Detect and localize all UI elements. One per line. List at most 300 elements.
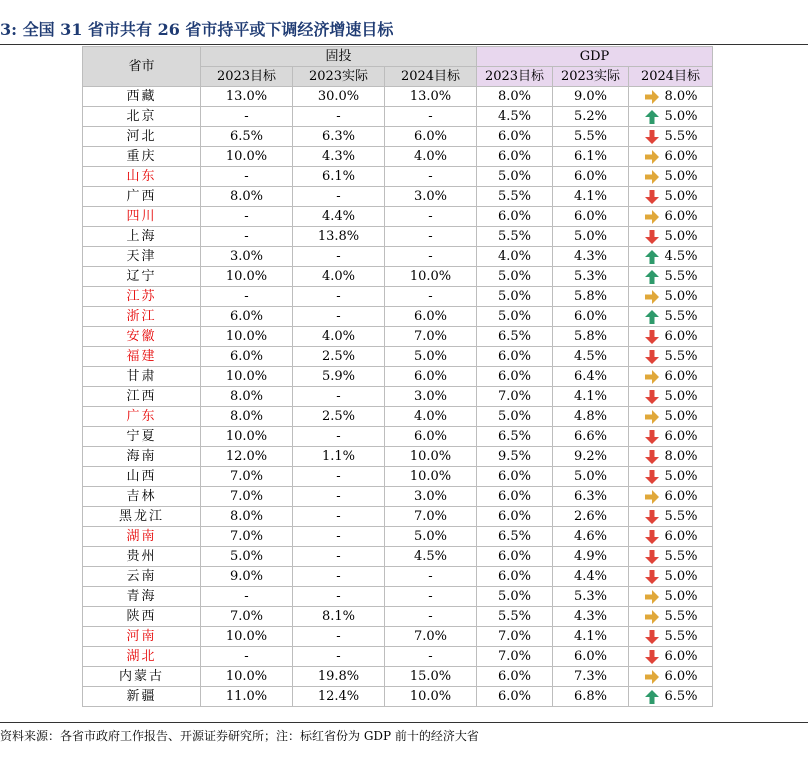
- inv-2023-actual-cell: 4.0%: [293, 327, 385, 347]
- province-cell: 广西: [83, 187, 201, 207]
- trend-flat-arrow-icon: [644, 169, 660, 185]
- gdp-2024-target-cell: [629, 627, 713, 647]
- province-cell: 辽宁: [83, 267, 201, 287]
- province-cell: 青海: [83, 587, 201, 607]
- gdp-2023-actual-cell: 6.3%: [553, 487, 629, 507]
- gdp-2023-actual-cell: 4.1%: [553, 387, 629, 407]
- province-cell: 山西: [83, 467, 201, 487]
- table-row: [83, 387, 713, 407]
- province-cell: 重庆: [83, 147, 201, 167]
- inv-2023-target-cell: 7.0%: [201, 527, 293, 547]
- gdp-2024-target-cell: [629, 367, 713, 387]
- gdp-2024-target-cell: [629, 407, 713, 427]
- table-row: [83, 187, 713, 207]
- gdp-2024-target-value: 5.0%: [664, 109, 698, 124]
- gdp-2024-target-cell: [629, 427, 713, 447]
- inv-2023-target-cell: 10.0%: [201, 147, 293, 167]
- inv-2023-actual-cell: 12.4%: [293, 687, 385, 707]
- gdp-2024-target-value: 5.0%: [664, 289, 698, 304]
- inv-2024-target-cell: -: [385, 587, 477, 607]
- inv-2024-target-cell: 10.0%: [385, 267, 477, 287]
- table-row: [83, 127, 713, 147]
- gdp-2023-actual-cell: 4.5%: [553, 347, 629, 367]
- inv-2023-actual-cell: -: [293, 487, 385, 507]
- province-cell: 河南: [83, 627, 201, 647]
- inv-2023-actual-cell: 5.9%: [293, 367, 385, 387]
- table-row: [83, 287, 713, 307]
- gdp-2023-actual-cell: 6.0%: [553, 167, 629, 187]
- inv-2023-target-cell: 12.0%: [201, 447, 293, 467]
- gdp-2024-target-value: 6.0%: [664, 649, 698, 664]
- gdp-2024-target-value: 6.5%: [664, 689, 698, 704]
- gdp-2024-target-cell: [629, 667, 713, 687]
- gdp-2024-target-cell: [629, 127, 713, 147]
- inv-2024-target-cell: -: [385, 207, 477, 227]
- inv-2024-target-cell: 3.0%: [385, 487, 477, 507]
- inv-2023-target-cell: 7.0%: [201, 487, 293, 507]
- table-row: [83, 507, 713, 527]
- gdp-group-header: GDP: [477, 47, 713, 67]
- gdp-2024-target-cell: [629, 207, 713, 227]
- province-cell: 云南: [83, 567, 201, 587]
- gdp-2024-target-cell: [629, 567, 713, 587]
- trend-up-arrow-icon: [644, 689, 660, 705]
- gdp-2023-target-cell: 6.0%: [477, 547, 553, 567]
- table-row: [83, 687, 713, 707]
- inv-2024-target-cell: 7.0%: [385, 507, 477, 527]
- gdp-2024-target-cell: [629, 507, 713, 527]
- gdp-2023-actual-cell: 4.3%: [553, 247, 629, 267]
- gdp-2023-actual-cell: 9.0%: [553, 87, 629, 107]
- trend-down-arrow-icon: [644, 649, 660, 665]
- inv-2024-target-cell: 3.0%: [385, 387, 477, 407]
- title-divider: [0, 44, 808, 45]
- gdp-2023-actual-cell: 4.8%: [553, 407, 629, 427]
- inv-2023-actual-cell: -: [293, 467, 385, 487]
- table-row: [83, 427, 713, 447]
- gdp-2024-target-cell: [629, 287, 713, 307]
- table-row: [83, 147, 713, 167]
- inv-2023-actual-cell: 2.5%: [293, 347, 385, 367]
- gdp-2024-target-value: 5.0%: [664, 569, 698, 584]
- inv-2023-actual-cell: 2.5%: [293, 407, 385, 427]
- gdp-2023-target-cell: 5.0%: [477, 587, 553, 607]
- inv-2023-target-cell: 5.0%: [201, 547, 293, 567]
- gdp-2023-actual-cell: 5.8%: [553, 287, 629, 307]
- gdp-2023-actual-cell: 6.8%: [553, 687, 629, 707]
- gdp-2023-target-cell: 6.0%: [477, 367, 553, 387]
- province-cell: 内蒙古: [83, 667, 201, 687]
- header-row-groups: [83, 47, 713, 67]
- inv-2023-target-cell: 10.0%: [201, 327, 293, 347]
- trend-up-arrow-icon: [644, 109, 660, 125]
- inv-2024-target-cell: -: [385, 607, 477, 627]
- gdp-2023-target-cell: 5.5%: [477, 607, 553, 627]
- figure-title: 3: 全国 31 省市共有 26 省市持平或下调经济增速目标: [0, 20, 394, 39]
- gdp-2024-target-value: 5.0%: [664, 409, 698, 424]
- province-cell: 天津: [83, 247, 201, 267]
- province-growth-target-table: [82, 46, 713, 707]
- inv-2023-actual-cell: -: [293, 567, 385, 587]
- inv-2024-target-cell: -: [385, 227, 477, 247]
- inv-2023-target-cell: 7.0%: [201, 467, 293, 487]
- province-cell: 湖北: [83, 647, 201, 667]
- gdp-2023-target-cell: 4.0%: [477, 247, 553, 267]
- gdp-2024-target-value: 6.0%: [664, 369, 698, 384]
- inv-2024-target-cell: 10.0%: [385, 467, 477, 487]
- gdp-2023-target-cell: 5.0%: [477, 267, 553, 287]
- inv-2023-target-cell: -: [201, 227, 293, 247]
- gdp-2024-target-cell: [629, 87, 713, 107]
- gdp-2024-target-value: 6.0%: [664, 489, 698, 504]
- trend-down-arrow-icon: [644, 629, 660, 645]
- gdp-2023-target-cell: 5.5%: [477, 187, 553, 207]
- table-row: [83, 407, 713, 427]
- trend-up-arrow-icon: [644, 309, 660, 325]
- trend-flat-arrow-icon: [644, 369, 660, 385]
- inv-2023-target-cell: -: [201, 647, 293, 667]
- table-row: [83, 547, 713, 567]
- inv-2023-actual-cell: 1.1%: [293, 447, 385, 467]
- gdp-2023-target-cell: 6.5%: [477, 427, 553, 447]
- gdp-2024-target-value: 5.5%: [664, 309, 698, 324]
- province-cell: 黑龙江: [83, 507, 201, 527]
- gdp-2023-actual-cell: 6.6%: [553, 427, 629, 447]
- gdp-2024-target-value: 5.5%: [664, 349, 698, 364]
- gdp-2024-target-value: 6.0%: [664, 529, 698, 544]
- trend-down-arrow-icon: [644, 349, 660, 365]
- gdp-2023-actual-cell: 4.1%: [553, 627, 629, 647]
- province-cell: 甘肃: [83, 367, 201, 387]
- inv-2023-actual-cell: 4.3%: [293, 147, 385, 167]
- gdp-2024-target-cell: [629, 307, 713, 327]
- gdp-2023-target-cell: 6.0%: [477, 687, 553, 707]
- gdp-2024-target-cell: [629, 527, 713, 547]
- gdp-2024-target-value: 5.5%: [664, 629, 698, 644]
- gdp-2024-target-cell: [629, 387, 713, 407]
- gdp-2023-actual-cell: 5.0%: [553, 467, 629, 487]
- inv-2023-actual-header: 2023实际: [293, 67, 385, 87]
- gdp-2024-target-cell: [629, 247, 713, 267]
- gdp-2024-target-cell: [629, 467, 713, 487]
- inv-2023-actual-cell: 4.0%: [293, 267, 385, 287]
- province-cell: 吉林: [83, 487, 201, 507]
- province-cell: 海南: [83, 447, 201, 467]
- table-row: [83, 87, 713, 107]
- province-cell: 山东: [83, 167, 201, 187]
- gdp-2023-actual-cell: 5.2%: [553, 107, 629, 127]
- inv-2023-actual-cell: 6.1%: [293, 167, 385, 187]
- province-cell: 陕西: [83, 607, 201, 627]
- gdp-2024-target-value: 6.0%: [664, 209, 698, 224]
- gdp-2023-actual-cell: 2.6%: [553, 507, 629, 527]
- gdp-2024-target-value: 5.5%: [664, 609, 698, 624]
- inv-2023-target-cell: 8.0%: [201, 187, 293, 207]
- gdp-2023-actual-cell: 5.5%: [553, 127, 629, 147]
- gdp-2023-target-cell: 6.5%: [477, 327, 553, 347]
- table-row: [83, 347, 713, 367]
- inv-2024-target-cell: 13.0%: [385, 87, 477, 107]
- gdp-2023-target-cell: 6.0%: [477, 147, 553, 167]
- table-row: [83, 567, 713, 587]
- gdp-2023-target-cell: 8.0%: [477, 87, 553, 107]
- province-cell: 宁夏: [83, 427, 201, 447]
- inv-2024-target-cell: 6.0%: [385, 427, 477, 447]
- gdp-2024-target-value: 6.0%: [664, 149, 698, 164]
- source-note: 资料来源：各省市政府工作报告、开源证券研究所；注：标红省份为 GDP 前十的经济大省: [0, 722, 808, 744]
- inv-2024-target-header: 2024目标: [385, 67, 477, 87]
- table-row: [83, 307, 713, 327]
- province-cell: 贵州: [83, 547, 201, 567]
- trend-flat-arrow-icon: [644, 609, 660, 625]
- inv-2023-target-cell: 6.0%: [201, 307, 293, 327]
- gdp-2023-actual-cell: 4.3%: [553, 607, 629, 627]
- inv-2023-actual-cell: -: [293, 387, 385, 407]
- gdp-2023-target-cell: 5.5%: [477, 227, 553, 247]
- gdp-2023-actual-cell: 9.2%: [553, 447, 629, 467]
- trend-up-arrow-icon: [644, 249, 660, 265]
- inv-2024-target-cell: 3.0%: [385, 187, 477, 207]
- table-row: [83, 487, 713, 507]
- gdp-2023-target-cell: 6.0%: [477, 667, 553, 687]
- trend-flat-arrow-icon: [644, 669, 660, 685]
- inv-2023-actual-cell: -: [293, 107, 385, 127]
- inv-2023-actual-cell: -: [293, 427, 385, 447]
- gdp-2023-target-header: 2023目标: [477, 67, 553, 87]
- inv-2023-target-cell: 10.0%: [201, 267, 293, 287]
- gdp-2024-target-cell: [629, 347, 713, 367]
- gdp-2024-target-cell: [629, 687, 713, 707]
- gdp-2023-target-cell: 6.5%: [477, 527, 553, 547]
- gdp-2023-actual-cell: 5.8%: [553, 327, 629, 347]
- gdp-2023-target-cell: 4.5%: [477, 107, 553, 127]
- trend-down-arrow-icon: [644, 509, 660, 525]
- trend-down-arrow-icon: [644, 449, 660, 465]
- inv-2024-target-cell: -: [385, 167, 477, 187]
- gdp-2024-target-cell: [629, 327, 713, 347]
- gdp-2023-actual-cell: 6.4%: [553, 367, 629, 387]
- gdp-2023-actual-cell: 5.3%: [553, 267, 629, 287]
- inv-2023-actual-cell: -: [293, 307, 385, 327]
- province-cell: 湖南: [83, 527, 201, 547]
- province-column-header: 省市: [83, 47, 201, 87]
- gdp-2024-target-cell: [629, 647, 713, 667]
- province-cell: 浙江: [83, 307, 201, 327]
- trend-flat-arrow-icon: [644, 209, 660, 225]
- trend-flat-arrow-icon: [644, 289, 660, 305]
- gdp-2023-target-cell: 7.0%: [477, 647, 553, 667]
- table-row: [83, 667, 713, 687]
- gdp-2024-target-header: 2024目标: [629, 67, 713, 87]
- table-row: [83, 367, 713, 387]
- gdp-2024-target-value: 5.0%: [664, 229, 698, 244]
- trend-down-arrow-icon: [644, 229, 660, 245]
- table-row: [83, 527, 713, 547]
- inv-2023-actual-cell: 6.3%: [293, 127, 385, 147]
- gdp-2024-target-value: 5.0%: [664, 169, 698, 184]
- gdp-2023-target-cell: 9.5%: [477, 447, 553, 467]
- gdp-2024-target-value: 5.5%: [664, 509, 698, 524]
- inv-2023-actual-cell: -: [293, 587, 385, 607]
- trend-flat-arrow-icon: [644, 489, 660, 505]
- gdp-2024-target-value: 6.0%: [664, 429, 698, 444]
- province-cell: 四川: [83, 207, 201, 227]
- province-cell: 西藏: [83, 87, 201, 107]
- inv-2023-target-cell: 6.5%: [201, 127, 293, 147]
- trend-flat-arrow-icon: [644, 89, 660, 105]
- gdp-2024-target-cell: [629, 487, 713, 507]
- table-row: [83, 647, 713, 667]
- inv-2023-target-cell: 10.0%: [201, 667, 293, 687]
- inv-2023-actual-cell: 8.1%: [293, 607, 385, 627]
- gdp-2023-target-cell: 7.0%: [477, 387, 553, 407]
- trend-down-arrow-icon: [644, 429, 660, 445]
- gdp-2023-actual-cell: 6.0%: [553, 307, 629, 327]
- inv-2024-target-cell: 10.0%: [385, 447, 477, 467]
- table-row: [83, 447, 713, 467]
- gdp-2024-target-value: 6.0%: [664, 329, 698, 344]
- gdp-2024-target-value: 5.0%: [664, 189, 698, 204]
- gdp-2023-target-cell: 5.0%: [477, 307, 553, 327]
- table-row: [83, 627, 713, 647]
- table-row: [83, 207, 713, 227]
- table-row: [83, 267, 713, 287]
- trend-flat-arrow-icon: [644, 149, 660, 165]
- gdp-2024-target-cell: [629, 227, 713, 247]
- trend-flat-arrow-icon: [644, 409, 660, 425]
- trend-down-arrow-icon: [644, 329, 660, 345]
- gdp-2023-actual-header: 2023实际: [553, 67, 629, 87]
- gdp-2023-actual-cell: 4.1%: [553, 187, 629, 207]
- inv-2023-actual-cell: -: [293, 627, 385, 647]
- inv-2023-target-cell: -: [201, 107, 293, 127]
- gdp-2023-actual-cell: 7.3%: [553, 667, 629, 687]
- inv-2023-actual-cell: 30.0%: [293, 87, 385, 107]
- gdp-2023-target-cell: 7.0%: [477, 627, 553, 647]
- gdp-2024-target-cell: [629, 147, 713, 167]
- gdp-2024-target-value: 5.5%: [664, 269, 698, 284]
- province-cell: 安徽: [83, 327, 201, 347]
- inv-2024-target-cell: 7.0%: [385, 627, 477, 647]
- gdp-2024-target-cell: [629, 587, 713, 607]
- inv-2023-actual-cell: -: [293, 647, 385, 667]
- inv-2023-target-cell: 3.0%: [201, 247, 293, 267]
- trend-down-arrow-icon: [644, 189, 660, 205]
- inv-2023-target-cell: 10.0%: [201, 627, 293, 647]
- inv-2023-target-cell: 8.0%: [201, 507, 293, 527]
- gdp-2023-actual-cell: 6.0%: [553, 207, 629, 227]
- gdp-2023-target-cell: 5.0%: [477, 287, 553, 307]
- inv-2024-target-cell: 5.0%: [385, 347, 477, 367]
- inv-2024-target-cell: -: [385, 287, 477, 307]
- gdp-2024-target-value: 8.0%: [664, 449, 698, 464]
- gdp-2023-actual-cell: 6.1%: [553, 147, 629, 167]
- table-row: [83, 247, 713, 267]
- inv-2023-target-cell: 10.0%: [201, 427, 293, 447]
- inv-2024-target-cell: 6.0%: [385, 367, 477, 387]
- inv-2024-target-cell: 6.0%: [385, 127, 477, 147]
- table-row: [83, 327, 713, 347]
- inv-2023-actual-cell: 13.8%: [293, 227, 385, 247]
- inv-2023-actual-cell: -: [293, 187, 385, 207]
- inv-2023-target-cell: 6.0%: [201, 347, 293, 367]
- gdp-2023-actual-cell: 5.3%: [553, 587, 629, 607]
- inv-2023-target-header: 2023目标: [201, 67, 293, 87]
- trend-flat-arrow-icon: [644, 589, 660, 605]
- province-cell: 江苏: [83, 287, 201, 307]
- gdp-2024-target-value: 5.0%: [664, 469, 698, 484]
- inv-2023-target-cell: -: [201, 587, 293, 607]
- inv-2023-target-cell: -: [201, 167, 293, 187]
- gdp-2024-target-value: 4.5%: [664, 249, 698, 264]
- inv-2024-target-cell: 7.0%: [385, 327, 477, 347]
- inv-2024-target-cell: -: [385, 647, 477, 667]
- inv-2023-target-cell: 10.0%: [201, 367, 293, 387]
- inv-2024-target-cell: 10.0%: [385, 687, 477, 707]
- gdp-2024-target-cell: [629, 267, 713, 287]
- inv-2024-target-cell: 4.0%: [385, 147, 477, 167]
- gdp-2023-target-cell: 5.0%: [477, 407, 553, 427]
- inv-2023-actual-cell: 19.8%: [293, 667, 385, 687]
- inv-2024-target-cell: 4.5%: [385, 547, 477, 567]
- inv-2023-actual-cell: -: [293, 547, 385, 567]
- province-cell: 广东: [83, 407, 201, 427]
- gdp-2024-target-cell: [629, 607, 713, 627]
- table-row: [83, 227, 713, 247]
- inv-2023-target-cell: 13.0%: [201, 87, 293, 107]
- inv-2024-target-cell: 4.0%: [385, 407, 477, 427]
- gdp-2024-target-value: 5.0%: [664, 589, 698, 604]
- gdp-2024-target-cell: [629, 167, 713, 187]
- inv-2023-actual-cell: -: [293, 287, 385, 307]
- gdp-2023-target-cell: 6.0%: [477, 347, 553, 367]
- inv-2024-target-cell: 15.0%: [385, 667, 477, 687]
- province-cell: 江西: [83, 387, 201, 407]
- inv-2023-target-cell: -: [201, 207, 293, 227]
- inv-2023-target-cell: -: [201, 287, 293, 307]
- gdp-2024-target-cell: [629, 187, 713, 207]
- trend-down-arrow-icon: [644, 129, 660, 145]
- inv-2023-actual-cell: -: [293, 247, 385, 267]
- gdp-2023-target-cell: 6.0%: [477, 127, 553, 147]
- province-cell: 福建: [83, 347, 201, 367]
- gdp-2024-target-value: 5.5%: [664, 549, 698, 564]
- trend-down-arrow-icon: [644, 549, 660, 565]
- trend-down-arrow-icon: [644, 529, 660, 545]
- inv-2023-target-cell: 9.0%: [201, 567, 293, 587]
- table-row: [83, 167, 713, 187]
- trend-down-arrow-icon: [644, 469, 660, 485]
- table-body: [83, 87, 713, 707]
- gdp-2024-target-value: 8.0%: [664, 89, 698, 104]
- investment-group-header: 固投: [201, 47, 477, 67]
- gdp-2023-actual-cell: 6.0%: [553, 647, 629, 667]
- gdp-2024-target-value: 6.0%: [664, 669, 698, 684]
- province-cell: 河北: [83, 127, 201, 147]
- inv-2023-target-cell: 8.0%: [201, 407, 293, 427]
- table-row: [83, 467, 713, 487]
- inv-2023-target-cell: 8.0%: [201, 387, 293, 407]
- province-cell: 新疆: [83, 687, 201, 707]
- inv-2024-target-cell: 6.0%: [385, 307, 477, 327]
- gdp-2023-target-cell: 6.0%: [477, 567, 553, 587]
- trend-up-arrow-icon: [644, 269, 660, 285]
- inv-2024-target-cell: -: [385, 107, 477, 127]
- province-cell: 上海: [83, 227, 201, 247]
- table-row: [83, 587, 713, 607]
- gdp-2023-target-cell: 6.0%: [477, 207, 553, 227]
- inv-2023-actual-cell: 4.4%: [293, 207, 385, 227]
